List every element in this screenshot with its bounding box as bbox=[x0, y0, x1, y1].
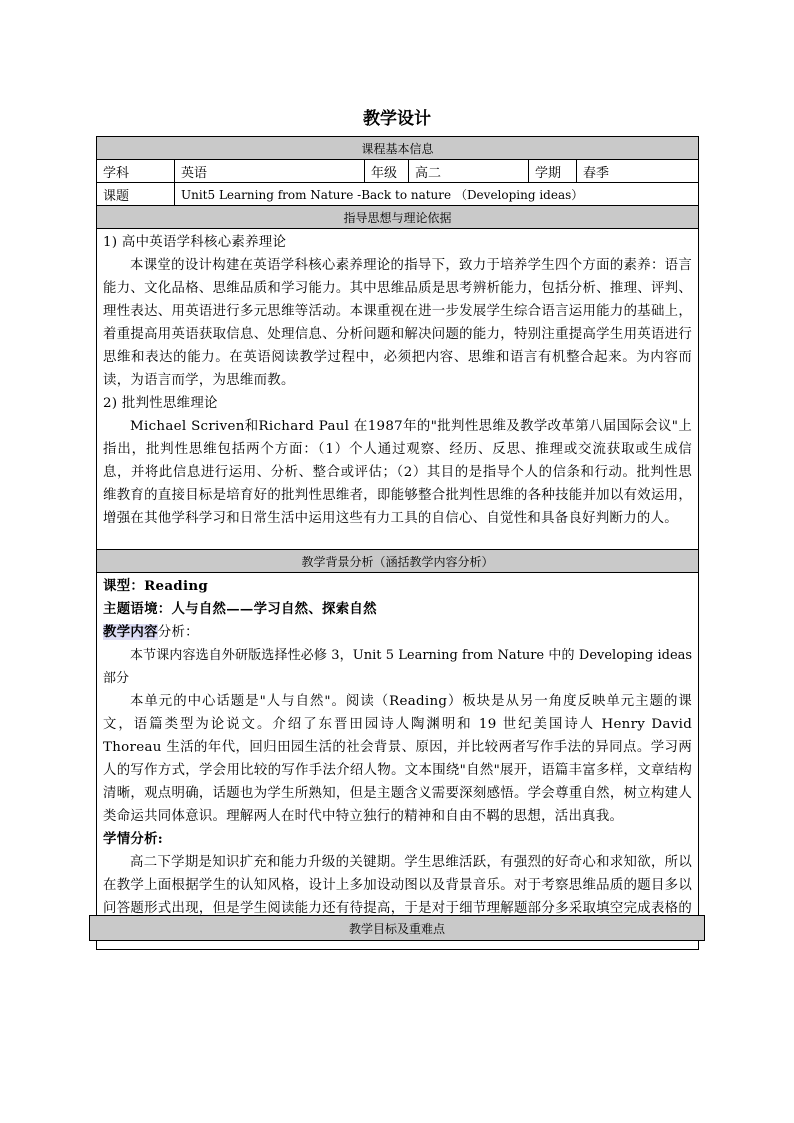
topic-value: Unit5 Learning from Nature -Back to nature （Developing ideas） bbox=[175, 183, 699, 206]
student-analysis-paragraph: 高二下学期是知识扩充和能力升级的关键期。学生思维活跃，有强烈的好奇心和求知欲，所以在教学上面根据学生的认知风格，设计上多加设动图以及背景音乐。对于考察思维品质的题目多以问答题形式出现，但是学生阅读能力还有待提高，于是对于细节理解题部分多采取填空完成表格的 bbox=[103, 855, 693, 916]
guiding-header: 指导思想与理论依据 bbox=[97, 206, 699, 229]
objectives-table bbox=[89, 915, 705, 941]
subject-label: 学科 bbox=[97, 160, 175, 183]
grade-label: 年级 bbox=[365, 160, 409, 183]
content-label-rest: 分析： bbox=[157, 625, 199, 640]
content-label-highlight: 教学内容 bbox=[103, 624, 158, 640]
background-header: 教学背景分析（涵括教学内容分析） bbox=[97, 550, 699, 573]
student-analysis-label: 学情分析: bbox=[103, 831, 164, 847]
guiding-paragraph-1: 本课堂的设计构建在英语学科核心素养理论的指导下，致力于培养学生四个方面的素养：语言能力、文化品格、思维品质和学习能力。其中思维品质是思考辨析能力，包括分析、推理、评判、理性表达、用英语进行多元思维等活动。本课重视在进一步发展学生综合语言运用能力的基础上，着重提高用英语获取信息、处理信息、分析问题和解决问题的能力，特别注重提高学生用英语进行思维和表达的能力。在英语阅读教学过程中，必须把内容、思维和语言有机整合起来。为内容而读，为语言而学，为思维而教。 bbox=[103, 258, 693, 388]
guiding-heading-1: 1) 高中英语学科核心素养理论 bbox=[103, 235, 287, 250]
term-value: 春季 bbox=[577, 160, 699, 183]
content-paragraph-2: 本单元的中心话题是"人与自然"。阅读（Reading）板块是从另一角度反映单元主题的课文，语篇类型为论说文。介绍了东晋田园诗人陶渊明和 19 世纪美国诗人 Henry David Thoreau 生活的年代，回归田园生活的社会背景、原因，并比较两者写作手法的异同点。学习两人的写作方式，学会用比较的写作手法介绍人物。文本围绕"自然"展开，语篇丰富多样，文章结构清晰，观点明确，话题也为学生所熟知，但是主题含义需要深刻感悟。学会尊重自然，树立构建人类命运共同体意识。理解两人在时代中特立独行的精神和自由不羁的思想，活出真我。 bbox=[103, 694, 693, 824]
content-analysis-label bbox=[103, 621, 692, 644]
theme-context-line: 主题语境：人与自然——学习自然、探索自然 bbox=[103, 601, 377, 617]
background-content bbox=[97, 573, 699, 950]
content-paragraph-1: 本节课内容选自外研版选择性必修 3，Unit 5 Learning from Nature 中的 Developing ideas 部分 bbox=[103, 648, 693, 686]
grade-value: 高二 bbox=[409, 160, 529, 183]
lesson-plan-table bbox=[96, 136, 699, 950]
lesson-type-line: 课型：Reading bbox=[103, 578, 209, 594]
basic-info-header: 课程基本信息 bbox=[97, 137, 699, 160]
guiding-paragraph-2: Michael Scriven和Richard Paul 在1987年的"批判性思维及教学改革第八届国际会议"上指出，批判性思维包括两个方面：（1）个人通过观察、经历、反思、推理或交流获取或生成信息，并将此信息进行运用、分析、整合或评估；（2）其目的是指导个人的信条和行动。批判性思维教育的直接目标是培育好的批判性思维者，即能够整合批判性思维的各种技能并加以有效运用，增强在其他学科学习和日常生活中运用这些有力工具的自信心、自觉性和具备良好判断力的人。 bbox=[103, 419, 693, 526]
topic-label: 课题 bbox=[97, 183, 175, 206]
document-title: 教学设计 bbox=[363, 109, 431, 129]
subject-value: 英语 bbox=[175, 160, 365, 183]
objectives-header: 教学目标及重难点 bbox=[90, 916, 705, 941]
term-label: 学期 bbox=[529, 160, 577, 183]
guiding-content bbox=[97, 229, 699, 550]
guiding-heading-2: 2) 批判性思维理论 bbox=[103, 396, 218, 411]
